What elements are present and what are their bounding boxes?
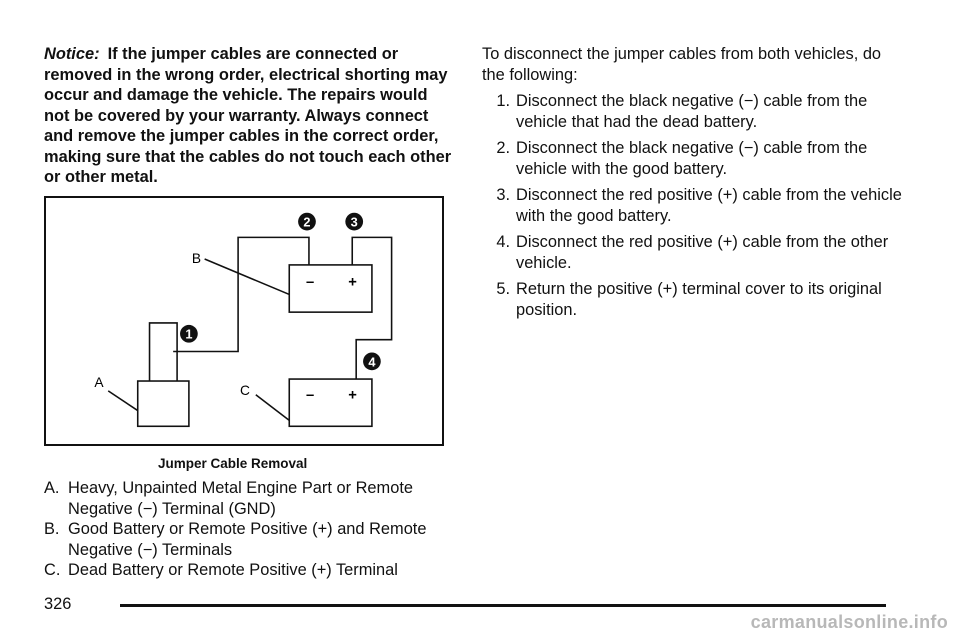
- engine-post: [150, 323, 178, 381]
- footer-rule: [120, 604, 886, 607]
- callout-1: [180, 325, 198, 343]
- legend-item-c: [44, 560, 464, 581]
- legend-text: Heavy, Unpainted Metal Engine Part or Remote Negative (−) Terminal (GND): [68, 479, 413, 518]
- step-number: 2.: [496, 139, 510, 157]
- step-item: [482, 232, 902, 273]
- engine-part: [138, 381, 189, 426]
- dead-battery: [289, 379, 372, 426]
- instructions-intro: To disconnect the jumper cables from both vehicles, do the following:: [482, 45, 882, 84]
- callout-2-text: 2: [303, 214, 311, 230]
- bottom-minus: –: [305, 387, 315, 404]
- callout-4-text: 4: [368, 354, 376, 370]
- leader-b: [205, 259, 290, 294]
- legend-item-b: [44, 519, 464, 560]
- legend-text: Dead Battery or Remote Positive (+) Terminal: [68, 561, 398, 579]
- diagram-svg: [46, 198, 442, 444]
- callout-2: [298, 213, 316, 231]
- figure-legend: [44, 478, 464, 581]
- callout-1-text: 1: [185, 326, 193, 342]
- step-number: 3.: [496, 186, 510, 204]
- label-a: A: [94, 374, 104, 390]
- step-number: 4.: [496, 233, 510, 251]
- legend-key: C.: [44, 561, 61, 579]
- disconnect-instructions: [482, 44, 902, 326]
- notice-label: Notice:: [44, 45, 100, 63]
- legend-key: A.: [44, 479, 60, 497]
- notice-text: If the jumper cables are connected or removed in the wrong order, electrical shorting may occur and damage the vehicle. The repairs would not be covered by your warranty. Always connect and remove the jumper cables in the correct order, making sure that the cables do not touch each other or other metal.: [44, 45, 452, 186]
- notice-paragraph: [44, 44, 454, 188]
- page-number: 326: [44, 595, 72, 613]
- step-text: Disconnect the black negative (−) cable from the vehicle with the good battery.: [516, 139, 868, 178]
- callout-4: [363, 352, 381, 370]
- leader-a: [108, 391, 138, 411]
- callout-3: [345, 213, 363, 231]
- legend-item-a: [44, 478, 464, 519]
- callout-3-text: 3: [350, 214, 358, 230]
- jumper-cable-diagram: [44, 196, 444, 446]
- top-minus: –: [305, 274, 315, 291]
- leader-c: [256, 395, 289, 421]
- good-battery: [289, 265, 372, 312]
- watermark: carmanualsonline.info: [750, 612, 948, 632]
- steps-list: [482, 91, 902, 320]
- label-c: C: [240, 382, 251, 398]
- top-plus: +: [348, 274, 357, 291]
- step-text: Disconnect the red positive (+) cable from the other vehicle.: [516, 233, 889, 272]
- step-text: Disconnect the red positive (+) cable from the vehicle with the good battery.: [516, 186, 902, 225]
- step-text: Return the positive (+) terminal cover to its original position.: [516, 280, 882, 319]
- step-item: [482, 185, 902, 226]
- step-item: [482, 91, 902, 132]
- step-number: 5.: [496, 280, 510, 298]
- step-number: 1.: [496, 92, 510, 110]
- step-text: Disconnect the black negative (−) cable from the vehicle that had the dead battery.: [516, 92, 868, 131]
- label-b: B: [191, 250, 202, 266]
- figure-caption: Jumper Cable Removal: [158, 456, 308, 471]
- step-item: [482, 138, 902, 179]
- legend-text: Good Battery or Remote Positive (+) and Remote Negative (−) Terminals: [68, 520, 427, 559]
- bottom-plus: +: [348, 387, 357, 404]
- step-item: [482, 279, 902, 320]
- legend-key: B.: [44, 520, 60, 538]
